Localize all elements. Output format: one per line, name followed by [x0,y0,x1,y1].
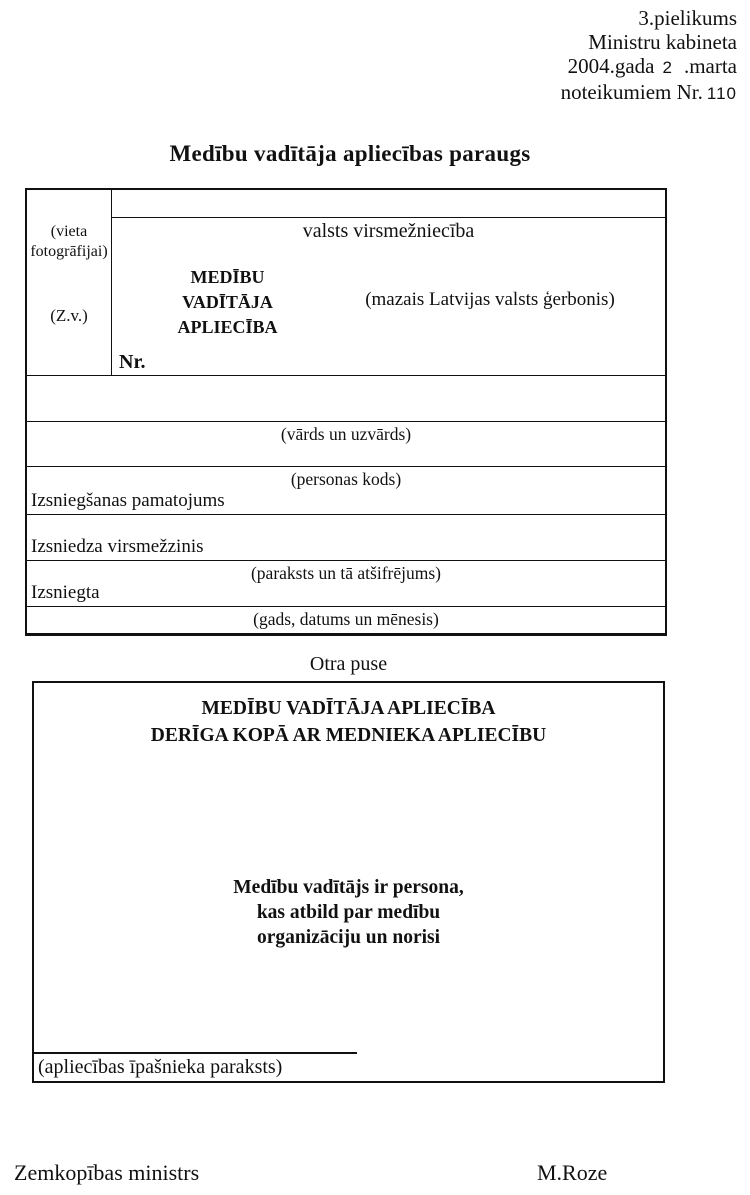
certificate-front-title-line: MEDĪBU [190,267,265,287]
issuer-line: Ministru kabineta [588,30,737,54]
issuer-forester-label: Izsniedza virsmežzinis [31,536,204,557]
name-field-row [27,422,665,467]
certificate-back-title-line: MEDĪBU VADĪTĀJA APLIECĪBA [201,698,496,719]
date-prefix: 2004.gada [567,54,655,78]
regulation-number-prefix: noteikumiem Nr. [560,80,703,104]
date-suffix: .marta [683,54,737,78]
date-caption: (gads, datums un mēnesis) [253,609,439,629]
blank-field-row [27,376,665,422]
certificate-front-card [25,188,667,636]
annex-number-line: 3.pielikums [638,6,737,30]
regulation-number-line [561,80,737,106]
minister-name: M.Roze [537,1160,608,1185]
forestry-caption: valsts virsmežniecība [302,220,475,242]
certificate-back-title [34,695,663,749]
page-title: Medību vadītāja apliecības paraugs [169,141,531,166]
certificate-front-main-panel [112,190,665,375]
photo-placeholder-label: (vieta fotogrāfijai) [30,223,108,260]
owner-signature-line [34,1052,357,1054]
personal-code-caption: (personas kods) [290,469,402,489]
signature-transcript-caption: (paraksts un tā atšifrējums) [250,563,441,583]
regulation-date-line [561,54,737,80]
date-day-value: 2 [662,58,672,77]
photo-placeholder-cell [27,190,112,375]
certificate-back-body-line: kas atbild par medību [256,902,441,923]
forestry-name-blank-field [112,190,665,218]
minister-title: Zemkopības ministrs [14,1160,200,1185]
personal-code-row [27,467,665,515]
signature-transcript-row [27,561,665,607]
certificate-back-body-line: Medību vadītājs ir persona, [233,877,464,898]
certificate-back-body [34,875,663,950]
annex-reference-block [561,6,737,106]
certificate-front-title-line: APLIECĪBA [177,317,278,337]
certificate-front-title [140,265,315,340]
issuance-basis-label: Izsniegšanas pamatojums [31,490,225,511]
certificate-back-card [32,681,665,1083]
certificate-back-title-line: DERĪGA KOPĀ AR MEDNIEKA APLIECĪBU [150,725,547,746]
date-caption-row [27,607,665,633]
emblem-placeholder-caption: (mazais Latvijas valsts ģerbonis) [365,289,615,310]
other-side-label: Otra puse [309,653,388,675]
owner-signature-caption: (apliecības īpašnieka paraksts) [38,1056,283,1078]
certificate-front-middle [112,265,665,340]
certificate-front-header [27,190,665,376]
certificate-number-label: Nr. [119,351,146,373]
issuer-forester-row [27,515,665,561]
seal-placeholder-label: (Z.v.) [50,306,88,325]
name-caption: (vārds un uzvārds) [280,424,412,444]
regulation-number-value: 110 [706,84,737,103]
certificate-front-title-line: VADĪTĀJA [182,292,273,312]
certificate-back-body-line: organizāciju un norisi [256,927,441,948]
issued-label: Izsniegta [31,582,100,603]
